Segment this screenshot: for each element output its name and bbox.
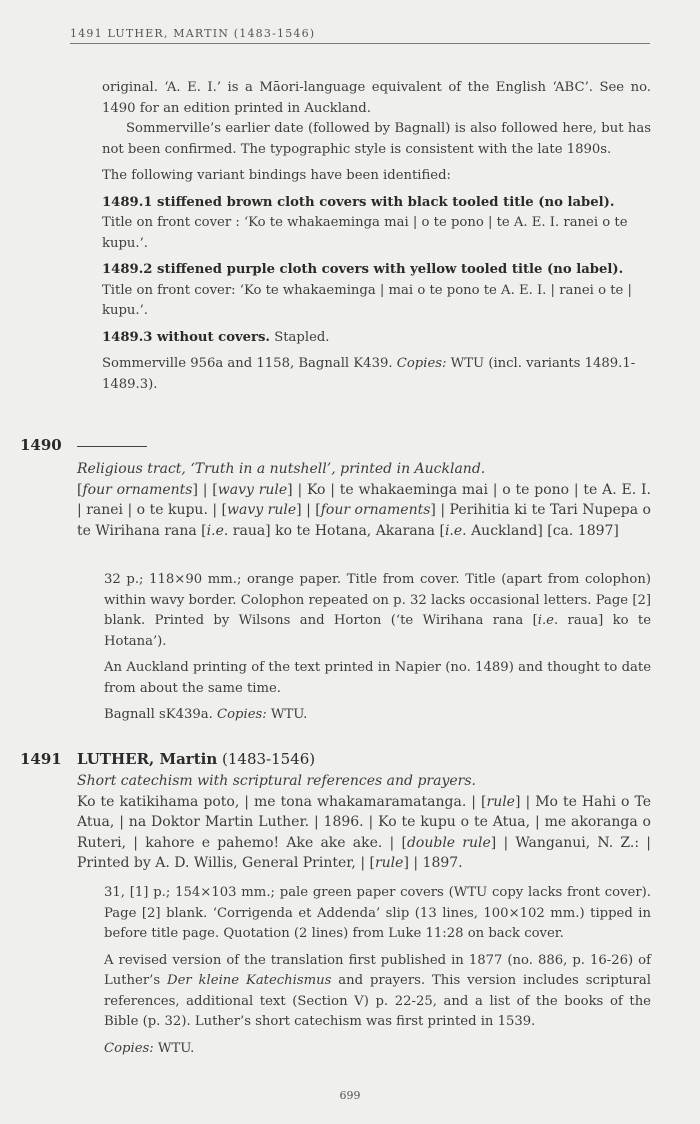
copies-value: WTU. bbox=[266, 707, 308, 722]
references bbox=[104, 705, 651, 726]
title-page-transcription: Ko te katikihama poto, | me tona whakamaramatanga. | [rule] | Mo te Hahi o Te Atua, | na Doktor Martin Luther. | 1896. | Ko te kupu o te Atua, | me akoranga o Ruteri, | kahore e pahemo! Ake ake ake. | [double rule] | Wanganui, N. Z.: | Printed by A. D. Willis, General Printer, | [rule] | 1897. bbox=[77, 793, 652, 871]
paragraph: Sommerville’s earlier date (followed by Bagnall) is also followed here, but has not been confirmed. The typographic style is consistent with the late 1890s. bbox=[102, 121, 651, 157]
entry-1491-title bbox=[77, 771, 651, 874]
entry-number: 1490 bbox=[20, 436, 62, 454]
physical-description: 32 p.; 118×90 mm.; orange paper. Title from cover. Title (apart from colophon) within wavy border. Colophon repeated on p. 32 lacks occasional letters. Page [2] blank. Printed by Wilsons and Horton (‘te Wirihana rana [i.e. raua] ko te Hotana’). bbox=[104, 572, 651, 649]
variant-description: Title on front cover : ‘Ko te whakaeminga mai | o te pono | te A. E. I. ranei o te kupu.’. bbox=[102, 215, 628, 251]
variant-line bbox=[102, 328, 651, 349]
copies-value: WTU. bbox=[153, 1040, 195, 1056]
title-page-transcription: [four ornaments] | [wavy rule] | Ko | te whakaeminga mai | o te pono | te A. E. I. | ranei | o te kupu. | [wavy rule] | [four ornaments] | Perihitia ki te Tari Nupepa o te Wirihana rana [i.e. raua] ko te Hotana, Akarana [i.e. Auckland] [ca. 1897] bbox=[77, 481, 651, 539]
copies-label: Copies: bbox=[396, 356, 447, 371]
variant-heading: 1489.3 without covers. bbox=[102, 329, 271, 345]
note: An Auckland printing of the text printed in Napier (no. 1489) and thought to date from about the same time. bbox=[104, 660, 651, 696]
variant-heading: 1489.1 stiffened brown cloth covers with black tooled title (no label). bbox=[102, 194, 615, 210]
references bbox=[102, 354, 651, 395]
author-heading bbox=[77, 750, 315, 768]
page-number: 699 bbox=[339, 1089, 361, 1102]
author-name: LUTHER, Martin bbox=[77, 750, 218, 768]
author-dash bbox=[77, 446, 147, 447]
running-head: 1491 LUTHER, MARTIN (1483-1546) bbox=[70, 27, 650, 44]
paragraph: The following variant bindings have been identified: bbox=[102, 168, 451, 183]
note: A revised version of the translation first published in 1877 (no. 886, p. 16-26) of Luther’s Der kleine Katechismus and prayers. This version includes scriptural references, additional text (Section V) p. 22-25, and a list of the books of the Bible (p. 32). Luther’s short catechism was first printed in 1539. bbox=[104, 952, 651, 1029]
copies-label: Copies: bbox=[217, 707, 267, 722]
entry-1490-title bbox=[77, 459, 651, 541]
references bbox=[104, 1039, 651, 1060]
copies-label: Copies: bbox=[104, 1040, 154, 1056]
entry-1491-body bbox=[104, 883, 651, 1059]
physical-description: 31, [1] p.; 154×103 mm.; pale green paper covers (WTU copy lacks front cover). Page [2] blank. ‘Corrigenda et Addenda’ slip (13 lines, 100×102 mm.) tipped in before title page. Quotation (2 lines) from Luke 11:28 on back cover. bbox=[104, 885, 651, 941]
entry-title: Religious tract, ‘Truth in a nutshell’, printed in Auckland. bbox=[77, 461, 486, 477]
copies-value: WTU (incl. variants 1489.1-1489.3). bbox=[102, 356, 636, 392]
reference-text: Bagnall sK439a. bbox=[104, 707, 218, 722]
entry-number: 1491 bbox=[20, 750, 62, 768]
entry-1489-continuation bbox=[102, 78, 651, 395]
variant-heading: 1489.2 stiffened purple cloth covers with yellow tooled title (no label). bbox=[102, 262, 624, 277]
variant-description: Stapled. bbox=[270, 329, 330, 345]
paragraph: original. ‘A. E. I.’ is a Māori-language equivalent of the English ‘ABC’. See no. 1490 for an edition printed in Auckland. bbox=[102, 80, 651, 116]
entry-title: Short catechism with scriptural references and prayers. bbox=[77, 773, 476, 789]
variant-description: Title on front cover: ‘Ko te whakaeminga | mai o te pono te A. E. I. | ranei o te | kupu.’. bbox=[102, 282, 632, 318]
author-dates: (1483-1546) bbox=[217, 750, 316, 768]
reference-text: Sommerville 956a and 1158, Bagnall K439. bbox=[102, 356, 397, 371]
entry-1490-body bbox=[104, 570, 651, 726]
